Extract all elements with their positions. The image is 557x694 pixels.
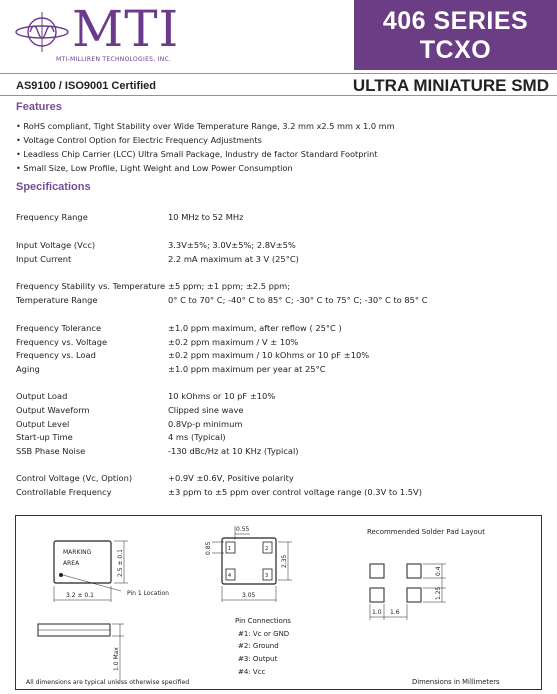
footer-units: Dimensions in Millimeters <box>412 678 500 686</box>
feature-item: • Small Size, Low Profile, Light Weight and Low Power Consumption <box>16 163 293 173</box>
solder-dim-a: 0.4 <box>435 566 442 576</box>
feature-item: • Voltage Control Option for Electric Frequency Adjustments <box>16 135 262 145</box>
logo-subtitle: MTI-MILLIREN TECHNOLOGIES, INC. <box>56 56 172 63</box>
feature-item: • Leadless Chip Carrier (LCC) Ultra Small Package, Industry de factor Standard Footprint <box>16 149 378 159</box>
specifications-heading: Specifications <box>16 181 91 193</box>
pin-label: 4 <box>228 573 232 579</box>
pin-connections-title: Pin Connections <box>235 617 291 625</box>
series-banner <box>354 0 557 70</box>
logo-text: MTI <box>72 0 180 58</box>
header-rule <box>0 73 557 74</box>
features-heading: Features <box>16 101 62 113</box>
dim-pad-width: 0.55 <box>236 526 250 533</box>
globe-icon <box>14 10 70 54</box>
solder-pad <box>407 588 421 602</box>
pin-connection: #4: Vcc <box>238 668 266 676</box>
company-logo <box>14 0 214 64</box>
feature-item: • RoHS compliant, Tight Stability over Wide Temperature Range, 3.2 mm x2.5 mm x 1.0 mm <box>16 121 395 131</box>
solder-pad <box>370 588 384 602</box>
mechanical-drawing <box>15 515 542 690</box>
footer-note: All dimensions are typical unless otherwise specified <box>26 679 190 686</box>
solder-pad <box>370 564 384 578</box>
dim-pad-span-v: 2.35 <box>281 554 288 568</box>
dim-width: 3.2 ± 0.1 <box>66 592 94 599</box>
pin1-dot <box>59 573 63 577</box>
pin-label: 3 <box>265 573 269 579</box>
pin-connection: #1: Vc or GND <box>238 630 290 638</box>
solder-dim-c: 1.0 <box>372 609 382 616</box>
series-title: 406 SERIES <box>382 7 529 35</box>
marking-area-label: AREA <box>63 560 80 567</box>
dim-height: 2.5 ± 0.1 <box>117 549 124 577</box>
solder-pad-title: Recommended Solder Pad Layout <box>367 528 485 536</box>
dim-pad-height: 0.85 <box>205 541 212 555</box>
solder-pad <box>407 564 421 578</box>
pin1-location-label: Pin 1 Location <box>127 590 169 597</box>
pin-connection: #2: Ground <box>238 642 279 650</box>
certification-text: AS9100 / ISO9001 Certified <box>16 80 157 92</box>
pin-connection: #3: Output <box>238 655 278 663</box>
product-subtitle: ULTRA MINIATURE SMD <box>352 76 549 95</box>
marking-area-label: MARKING <box>63 549 92 556</box>
solder-dim-b: 1.25 <box>435 586 442 600</box>
drawing-canvas <box>16 516 543 691</box>
product-title: TCXO <box>419 36 492 64</box>
solder-dim-d: 1.6 <box>390 609 400 616</box>
dim-max-height: 1.0 Max <box>113 647 120 671</box>
dim-pad-span-h: 3.05 <box>242 592 256 599</box>
features-list <box>16 119 395 175</box>
pin-label: 1 <box>228 546 232 552</box>
pin-label: 2 <box>265 546 269 552</box>
subheader-rule <box>0 95 557 96</box>
